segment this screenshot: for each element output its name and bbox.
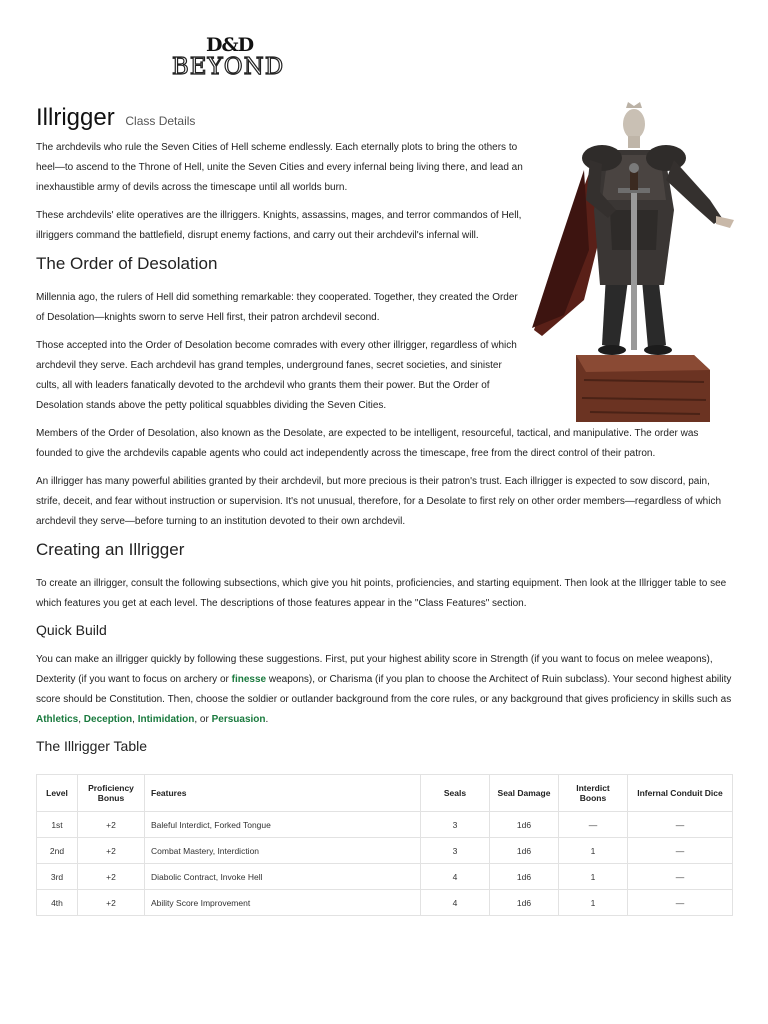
logo-bottom-text: BEYOND — [171, 54, 285, 80]
cell-level: 1st — [37, 812, 78, 838]
main-content — [36, 104, 736, 916]
table-row — [37, 812, 733, 838]
table-row — [37, 838, 733, 864]
separator: , — [132, 714, 138, 725]
cell-seal-damage: 1d6 — [490, 864, 559, 890]
persuasion-link[interactable]: Persuasion — [211, 714, 266, 725]
cell-conduit-dice: — — [628, 890, 733, 916]
col-infernal-conduit-dice: Infernal Conduit Dice — [628, 775, 733, 812]
cell-proficiency: +2 — [78, 838, 145, 864]
quick-build-paragraph — [36, 650, 736, 730]
page-subtitle: Class Details — [125, 114, 196, 128]
order-paragraph-3: Members of the Order of Desolation, also known as the Desolate, are expected to be intelligent, resourceful, tactical, and manipulative. The order was founded to give the archdevils capable agents who could act independently across the timescape, free from the direct control of their patron. — [36, 428, 699, 459]
col-seal-damage: Seal Damage — [490, 775, 559, 812]
quick-build-text-1: You can make an illrigger quickly by following these suggestions. First, put your highest ability score in Strength (if you want to focus on melee weapons), Dexterity (if you want to focus on archery or — [36, 654, 713, 685]
logo-top-text: D&D — [206, 34, 254, 56]
quick-build-text-2: weapons), or Charisma (if you plan to choose the Architect of Ruin subclass). Your second highest ability score should be Constitution. Then, choose the soldier or outlander background from the core rules, or any background that gives proficiency in skills such as — [36, 674, 732, 705]
cell-proficiency: +2 — [78, 890, 145, 916]
cell-level: 2nd — [37, 838, 78, 864]
cell-interdict-boons: 1 — [559, 864, 628, 890]
athletics-link[interactable]: Athletics — [36, 714, 79, 725]
sentence-end: . — [265, 714, 269, 725]
col-features: Features — [145, 775, 421, 812]
illrigger-table-heading: The Illrigger Table — [36, 738, 148, 754]
cell-features: Diabolic Contract, Invoke Hell — [145, 864, 421, 890]
creating-illrigger-heading: Creating an Illrigger — [36, 540, 185, 559]
cell-seals: 4 — [421, 890, 490, 916]
intro-paragraph-2: These archdevils' elite operatives are the illriggers. Knights, assassins, mages, and terror commandos of Hell, illriggers command the battlefield, disrupt enemy factions, and carry out their archdevil's infernal will. — [36, 210, 522, 241]
cell-features: Combat Mastery, Interdiction — [145, 838, 421, 864]
table-row — [37, 864, 733, 890]
cell-proficiency: +2 — [78, 812, 145, 838]
cell-conduit-dice: — — [628, 838, 733, 864]
cell-conduit-dice: — — [628, 812, 733, 838]
cell-seals: 3 — [421, 812, 490, 838]
cell-features: Baleful Interdict, Forked Tongue — [145, 812, 421, 838]
finesse-link[interactable]: finesse — [231, 674, 267, 685]
cell-seal-damage: 1d6 — [490, 812, 559, 838]
cell-seal-damage: 1d6 — [490, 838, 559, 864]
intro-paragraph-1: The archdevils who rule the Seven Cities of Hell scheme endlessly. Each eternally plots to bring the others to heel—to ascend to the Throne of Hell, unite the Seven Cities and every infernal being living there, and lead an inexhaustible army of devils across the timescape until all worlds burn. — [36, 142, 523, 193]
intimidation-link[interactable]: Intimidation — [137, 714, 195, 725]
page-title — [36, 104, 736, 132]
table-row — [37, 890, 733, 916]
page-title-text: Illrigger — [36, 104, 115, 131]
separator: , or — [194, 714, 212, 725]
col-level: Level — [37, 775, 78, 812]
cell-seals: 3 — [421, 838, 490, 864]
order-paragraph-1: Millennia ago, the rulers of Hell did something remarkable: they cooperated. Together, they created the Order of Desolation—knights sworn to serve Hell first, their patron archdevil second. — [36, 292, 518, 323]
col-interdict-boons: Interdict Boons — [559, 775, 628, 812]
dnd-beyond-logo[interactable] — [162, 34, 294, 84]
col-seals: Seals — [421, 775, 490, 812]
cell-interdict-boons: 1 — [559, 838, 628, 864]
deception-link[interactable]: Deception — [83, 714, 133, 725]
order-paragraph-2: Those accepted into the Order of Desolation become comrades with every other illrigger, regardless of which archdevil they serve. Each archdevil has grand temples, underground fanes, secret societies, and sinister cults, all with leaders fanatically devoted to the archdevil who grants them their power. But the Order of Desolation stands above the petty political squabbles dividing the Seven Cities. — [36, 340, 517, 411]
cell-interdict-boons: — — [559, 812, 628, 838]
quick-build-heading: Quick Build — [36, 622, 107, 638]
illrigger-table — [36, 774, 733, 916]
cell-seal-damage: 1d6 — [490, 890, 559, 916]
cell-level: 3rd — [37, 864, 78, 890]
order-paragraph-4: An illrigger has many powerful abilities granted by their archdevil, but more precious is their patron's trust. Each illrigger is expected to sow discord, pain, strife, deceit, and fear without instruction or supervision. It's not unusual, therefore, for a Desolate to first rely on other order members—regardless of which archdevil they serve—before turning to an institution devoted to their own archdevil. — [36, 476, 722, 527]
creating-paragraph: To create an illrigger, consult the following subsections, which give you hit points, proficiencies, and starting equipment. Then look at the Illrigger table to see which features you get at each level. The descriptions of those features appear in the "Class Features" section. — [36, 578, 727, 609]
table-header-row — [37, 775, 733, 812]
cell-proficiency: +2 — [78, 864, 145, 890]
col-proficiency-bonus: Proficiency Bonus — [78, 775, 145, 812]
separator: , — [78, 714, 84, 725]
cell-conduit-dice: — — [628, 864, 733, 890]
cell-seals: 4 — [421, 864, 490, 890]
order-of-desolation-heading: The Order of Desolation — [36, 254, 218, 273]
cell-features: Ability Score Improvement — [145, 890, 421, 916]
cell-level: 4th — [37, 890, 78, 916]
cell-interdict-boons: 1 — [559, 890, 628, 916]
